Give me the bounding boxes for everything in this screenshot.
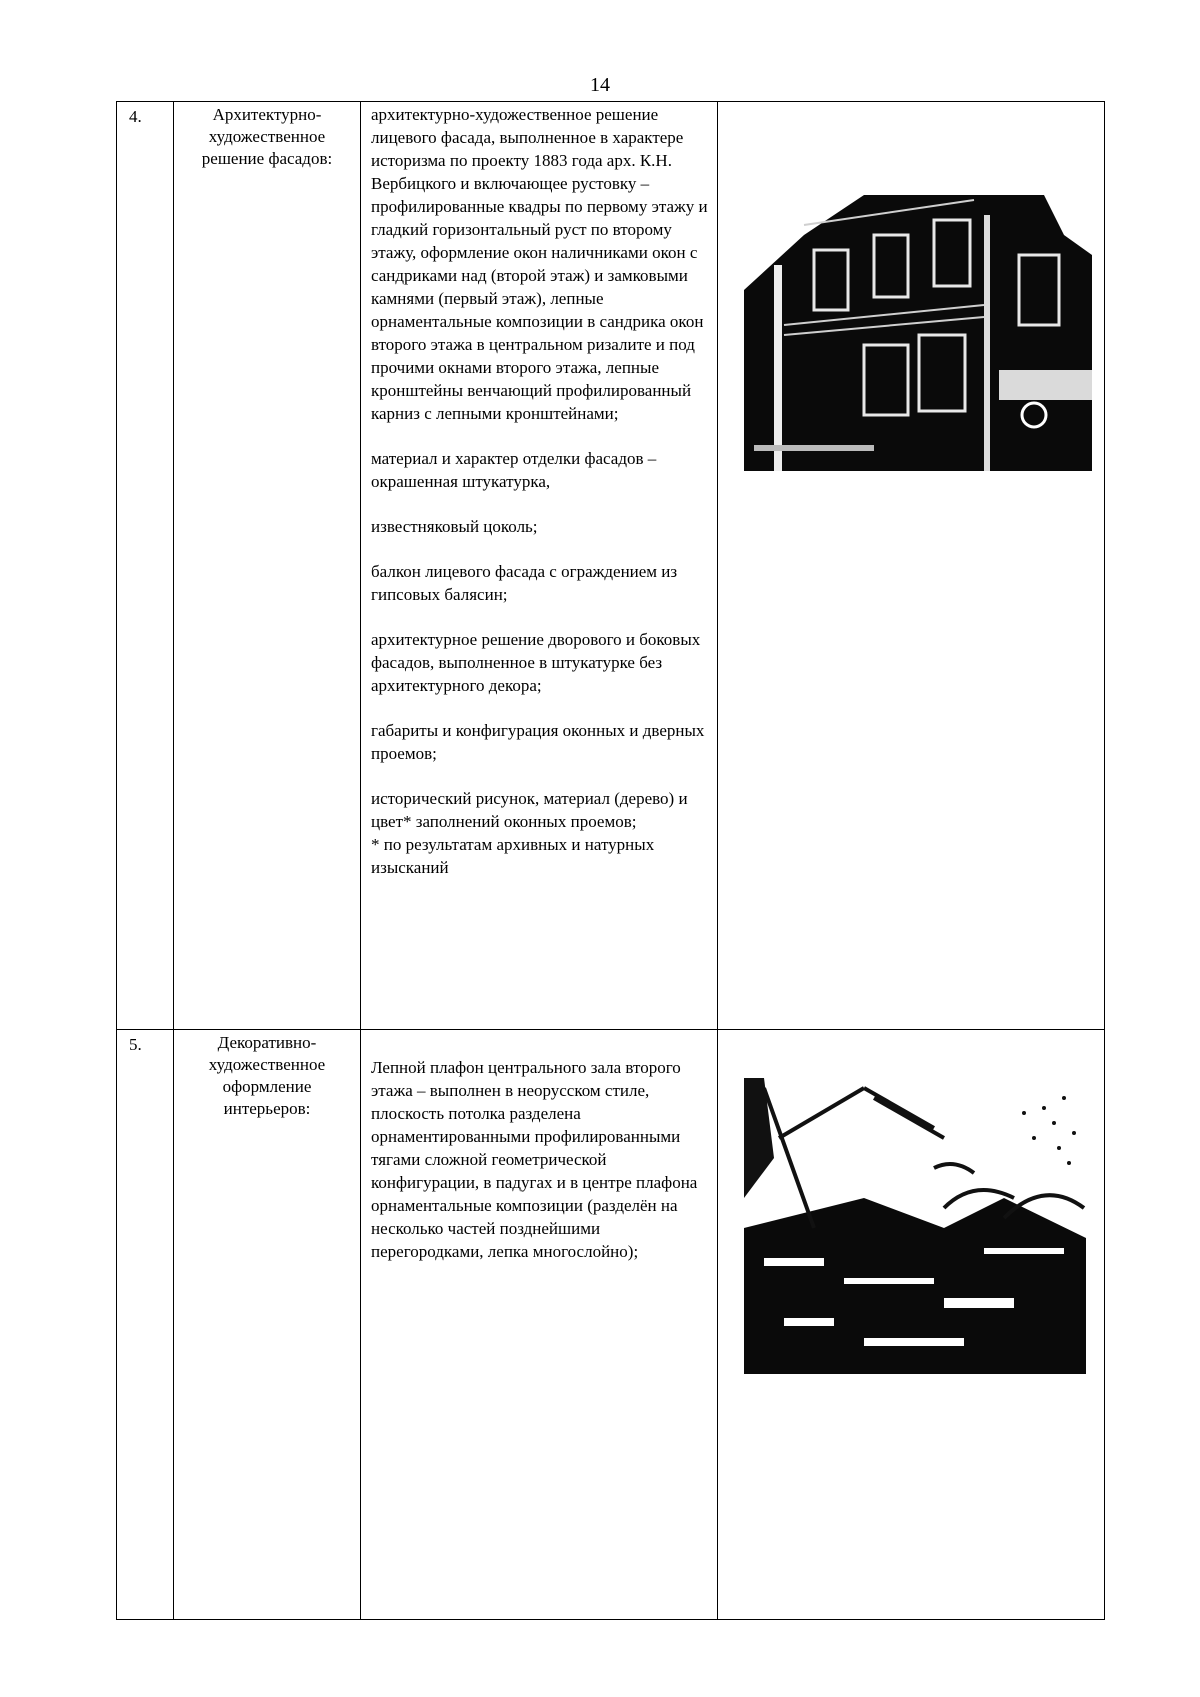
row-title (174, 102, 361, 1030)
row-title-line: Архитектурно- (212, 105, 322, 124)
row-title-line: интерьеров: (223, 1099, 311, 1118)
footnote: * по результатам архивных и натурных изысканий (371, 835, 655, 877)
row-title-line: Декоративно- (217, 1033, 317, 1052)
page-number: 14 (590, 74, 610, 96)
description-paragraph: габариты и конфигурация оконных и дверных проемов; (371, 721, 705, 763)
description-paragraph: архитектурно-художественное решение лицевого фасада, выполненное в характере историзма по проекту 1883 года арх. К.Н. Вербицкого и включающее рустовку – профилированные квадры по первому этажу и гладкий горизонтальный руст по второму этажу, оформление окон наличниками окон с сандриками над (второй этаж) и замковыми камнями (первый этаж), лепные орнаментальные композиции в сандрика окон второго этажа в центральном ризалите и под прочими окнами второго этажа, лепные кронштейны венчающий профилированный карниз с лепными кронштейнами; (371, 105, 708, 423)
description-paragraph: балкон лицевого фасада с ограждением из гипсовых балясин; (371, 562, 678, 604)
description-paragraph: архитектурное решение дворового и боковых фасадов, выполненное в штукатурке без архитектурного декора; (371, 630, 701, 695)
description-paragraph: известняковый цоколь; (371, 517, 538, 536)
photo-cell (718, 102, 1105, 1030)
row-description (361, 102, 718, 1030)
table-row (117, 102, 1105, 1030)
ceiling-photo (744, 1078, 1086, 1374)
description-paragraph: материал и характер отделки фасадов – окрашенная штукатурка, (371, 449, 657, 491)
row-title-line: решение фасадов: (201, 149, 333, 168)
photo-cell (718, 1030, 1105, 1620)
row-title-line: художественное (208, 127, 326, 146)
table-row (117, 1030, 1105, 1620)
row-number: 4. (117, 102, 174, 1030)
row-description (361, 1030, 718, 1620)
objects-table (116, 101, 1105, 1620)
row-number: 5. (117, 1030, 174, 1620)
description-paragraph: исторический рисунок, материал (дерево) и цвет* заполнений оконных проемов; (371, 789, 688, 831)
description-paragraph: Лепной плафон центрального зала второго этажа – выполнен в неорусском стиле, плоскость потолка разделена орнаментированными профилированными тягами сложной геометрической конфигурации, в падугах и в центре плафона орнаментальные композиции (разделён на несколько частей позднейшими перегородками, лепка многослойно); (371, 1058, 698, 1261)
facade-photo (744, 195, 1092, 471)
row-title-line: художественное (208, 1055, 326, 1074)
row-title (174, 1030, 361, 1620)
row-title-line: оформление (222, 1077, 312, 1096)
